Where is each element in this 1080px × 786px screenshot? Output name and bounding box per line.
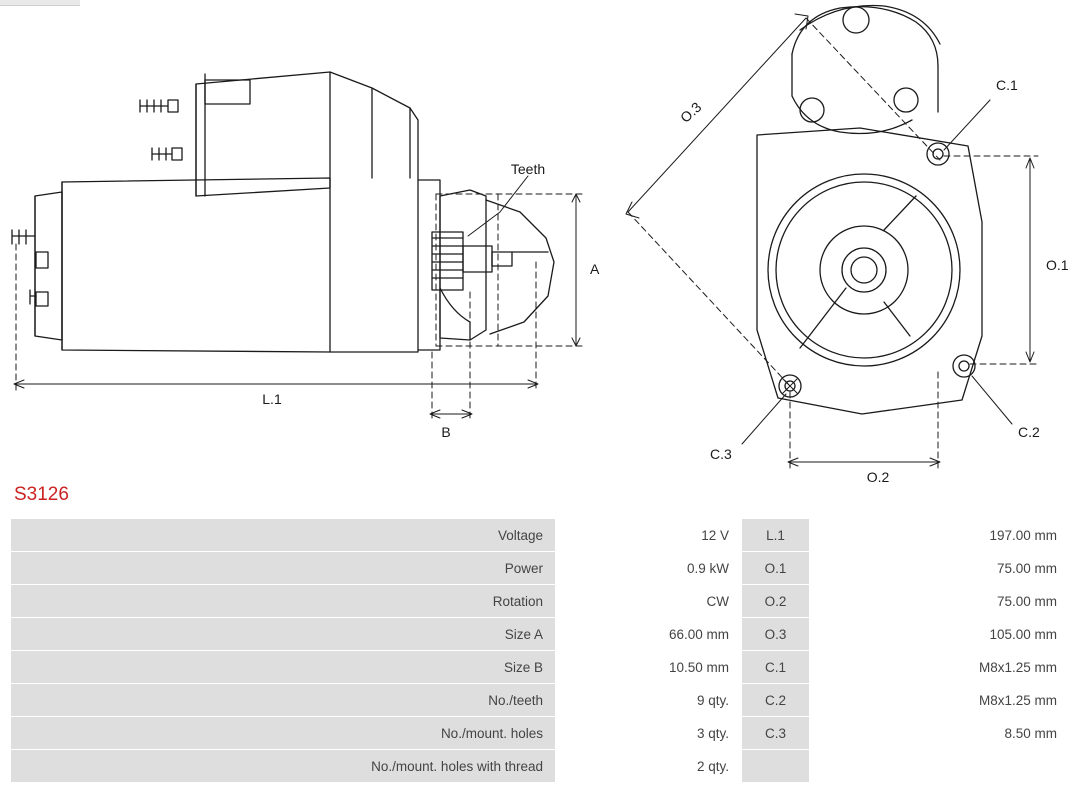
label-length-l1: L.1 (262, 391, 282, 407)
spec-label-2: O.2 (742, 585, 810, 618)
spec-label: No./mount. holes with thread (11, 750, 556, 783)
spec-label: Size B (11, 651, 556, 684)
spec-value-2: 105.00 mm (810, 618, 1070, 651)
spec-value: 2 qty. (556, 750, 742, 783)
spec-value-2: M8x1.25 mm (810, 684, 1070, 717)
spec-value-2: 8.50 mm (810, 717, 1070, 750)
spec-label: No./teeth (11, 684, 556, 717)
label-o3: O.3 (676, 98, 705, 126)
spec-value: 66.00 mm (556, 618, 742, 651)
specifications-table (10, 518, 1070, 783)
spec-value-2: M8x1.25 mm (810, 651, 1070, 684)
table-row (11, 618, 1070, 651)
spec-label-2: O.1 (742, 552, 810, 585)
spec-value: 0.9 kW (556, 552, 742, 585)
table-row (11, 519, 1070, 552)
spec-value: 9 qty. (556, 684, 742, 717)
spec-label: Size A (11, 618, 556, 651)
spec-table-body (11, 519, 1070, 783)
spec-label: Power (11, 552, 556, 585)
spec-value-2: 75.00 mm (810, 585, 1070, 618)
label-o2: O.2 (866, 469, 890, 485)
spec-label-2: C.1 (742, 651, 810, 684)
label-teeth: Teeth (510, 161, 546, 177)
label-c2: C.2 (1018, 424, 1040, 440)
table-row (11, 651, 1070, 684)
table-row (11, 684, 1070, 717)
spec-label: Voltage (11, 519, 556, 552)
spec-value-2: 75.00 mm (810, 552, 1070, 585)
table-row (11, 717, 1070, 750)
spec-value: 12 V (556, 519, 742, 552)
label-size-b: B (441, 424, 451, 440)
spec-value-2-empty (810, 750, 1070, 783)
spec-value-2: 197.00 mm (810, 519, 1070, 552)
label-c1: C.1 (996, 77, 1018, 93)
table-row (11, 585, 1070, 618)
spec-label: No./mount. holes (11, 717, 556, 750)
label-c3: C.3 (710, 446, 732, 462)
label-o1: O.1 (1046, 257, 1069, 273)
part-number: S3126 (14, 484, 69, 505)
spec-value: 3 qty. (556, 717, 742, 750)
spec-label: Rotation (11, 585, 556, 618)
spec-label-2: O.3 (742, 618, 810, 651)
spec-label-2: L.1 (742, 519, 810, 552)
spec-label-2: C.2 (742, 684, 810, 717)
table-row (11, 552, 1070, 585)
spec-label-2: C.3 (742, 717, 810, 750)
spec-value: 10.50 mm (556, 651, 742, 684)
table-row (11, 750, 1070, 783)
spec-value: CW (556, 585, 742, 618)
spec-label-2-empty (742, 750, 810, 783)
label-size-a: A (590, 261, 600, 277)
